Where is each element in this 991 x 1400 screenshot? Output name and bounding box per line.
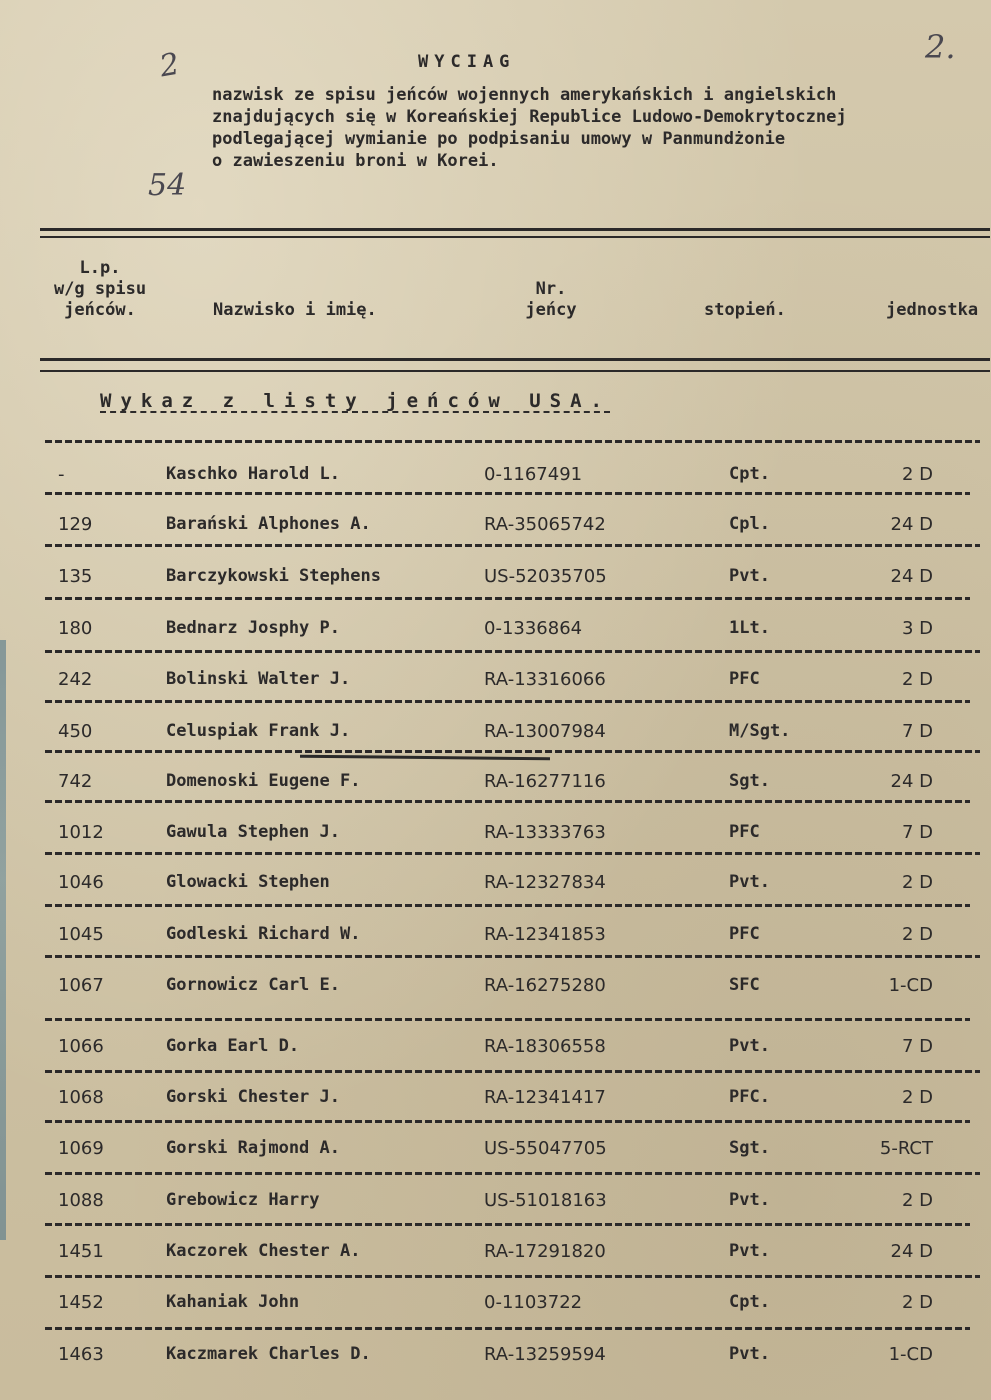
header-rule [40, 236, 990, 238]
cell-name: Gorka Earl D. [166, 1036, 300, 1056]
cell-lp: 1452 [58, 1292, 104, 1313]
cell-nr: RA-13259594 [484, 1344, 606, 1365]
cell-rank: Cpt. [729, 1292, 770, 1312]
column-header-lp [40, 258, 160, 321]
subtitle-line: nazwisk ze spisu jeńców wojennych amerykańskich i angielskich [212, 85, 837, 105]
row-divider [45, 1018, 970, 1021]
cell-rank: Pvt. [729, 1190, 770, 1210]
cell-rank: Pvt. [729, 566, 770, 586]
cell-lp: 1067 [58, 975, 104, 996]
row-divider [45, 1223, 970, 1226]
cell-lp: 1066 [58, 1036, 104, 1057]
cell-rank: Pvt. [729, 1241, 770, 1261]
cell-rank: PFC [729, 924, 760, 944]
header-rule [40, 228, 990, 231]
handwritten-mark-right: 2. [925, 28, 956, 66]
cell-lp: 450 [58, 721, 93, 742]
cell-rank: Cpl. [729, 514, 770, 534]
cell-rank: Pvt. [729, 1036, 770, 1056]
cell-unit: 2 D [901, 924, 933, 945]
row-divider [45, 1070, 980, 1073]
cell-rank: Pvt. [729, 872, 770, 892]
cell-name: Kahaniak John [166, 1292, 300, 1312]
cell-lp: - [58, 464, 65, 485]
cell-nr: RA-12341417 [484, 1087, 606, 1108]
row-divider [45, 955, 980, 958]
column-header-line: jeńcy [525, 300, 577, 320]
row-divider [45, 800, 970, 803]
paper-edge-shadow [0, 640, 6, 1240]
cell-rank: Sgt. [729, 771, 770, 791]
column-header-nr [516, 279, 586, 321]
handwritten-mark-left: 2 [157, 46, 182, 85]
cell-lp: 1451 [58, 1241, 104, 1262]
row-divider [45, 700, 970, 703]
cell-nr: RA-17291820 [484, 1241, 606, 1262]
cell-name: Gorski Rajmond A. [166, 1138, 340, 1158]
row-divider [45, 1275, 980, 1278]
cell-name: Barczykowski Stephens [166, 566, 381, 586]
cell-name: Grebowicz Harry [166, 1190, 320, 1210]
cell-lp: 1068 [58, 1087, 104, 1108]
column-header-name: Nazwisko i imię. [213, 300, 377, 320]
cell-unit: 3 D [901, 618, 933, 639]
cell-unit: 24 D [890, 1241, 933, 1262]
subtitle-line: podlegającej wymianie po podpisaniu umowy w Panmundżonie [212, 129, 786, 149]
cell-nr: RA-16275280 [484, 975, 606, 996]
subtitle-line: znajdujących się w Koreańskiej Republice Ludowo-Demokrytocznej [212, 107, 847, 127]
column-header-line: Nr. [535, 279, 567, 299]
cell-unit: 5-RCT [879, 1138, 933, 1159]
cell-unit: 2 D [901, 1190, 933, 1211]
column-header-line: L.p. [79, 258, 121, 278]
cell-lp: 1463 [58, 1344, 104, 1365]
cell-unit: 7 D [901, 1036, 933, 1057]
cell-name: Kaczmarek Charles D. [166, 1344, 371, 1364]
column-header-rank: stopień. [704, 300, 786, 320]
strike-mark [300, 755, 550, 761]
cell-nr: RA-13316066 [484, 669, 606, 690]
cell-nr: US-55047705 [484, 1138, 607, 1159]
document-title: WYCIAG [418, 52, 516, 72]
cell-rank: M/Sgt. [729, 721, 791, 741]
cell-unit: 2 D [901, 1087, 933, 1108]
row-divider [45, 750, 980, 753]
cell-unit: 24 D [890, 514, 933, 535]
row-divider [45, 440, 980, 443]
row-divider [45, 852, 980, 855]
subtitle-line: o zawieszeniu broni w Korei. [212, 151, 499, 171]
cell-nr: 0-1167491 [484, 464, 583, 485]
cell-nr: RA-13333763 [484, 822, 606, 843]
cell-lp: 1069 [58, 1138, 104, 1159]
cell-name: Gawula Stephen J. [166, 822, 340, 842]
cell-unit: 2 D [901, 872, 933, 893]
cell-name: Celuspiak Frank J. [166, 721, 351, 741]
cell-nr: US-51018163 [484, 1190, 607, 1211]
cell-name: Godleski Richard W. [166, 924, 361, 944]
row-divider [45, 904, 970, 907]
cell-unit: 7 D [901, 721, 933, 742]
row-divider [45, 492, 970, 495]
cell-unit: 2 D [901, 464, 933, 485]
cell-name: Kaczorek Chester A. [166, 1241, 361, 1261]
cell-name: Gorski Chester J. [166, 1087, 340, 1107]
cell-nr: RA-13007984 [484, 721, 606, 742]
column-header-line: jeńców. [64, 300, 136, 320]
cell-unit: 1-CD [888, 1344, 933, 1365]
cell-nr: 0-1336864 [484, 618, 583, 639]
cell-rank: Cpt. [729, 464, 770, 484]
cell-lp: 180 [58, 618, 93, 639]
column-header-line: w/g spisu [53, 279, 147, 299]
cell-unit: 1-CD [888, 975, 933, 996]
cell-name: Bednarz Josphy P. [166, 618, 340, 638]
cell-rank: PFC [729, 669, 760, 689]
header-rule [40, 358, 990, 361]
cell-name: Bolinski Walter J. [166, 669, 351, 689]
row-divider [45, 650, 980, 653]
section-title: Wykaz z listy jeńców USA. [100, 390, 611, 412]
document-subtitle [212, 84, 847, 172]
header-rule [40, 370, 990, 372]
cell-nr: RA-12327834 [484, 872, 606, 893]
cell-rank: PFC. [729, 1087, 770, 1107]
cell-lp: 135 [58, 566, 93, 587]
cell-unit: 24 D [890, 566, 933, 587]
cell-name: Gornowicz Carl E. [166, 975, 340, 995]
row-divider [45, 1120, 970, 1123]
cell-rank: 1Lt. [729, 618, 770, 638]
row-divider [45, 1172, 980, 1175]
cell-lp: 1046 [58, 872, 104, 893]
row-divider [45, 597, 970, 600]
cell-nr: RA-35065742 [484, 514, 606, 535]
cell-nr: US-52035705 [484, 566, 607, 587]
cell-unit: 7 D [901, 822, 933, 843]
row-divider [45, 1327, 970, 1330]
cell-nr: RA-16277116 [484, 771, 606, 792]
cell-lp: 1045 [58, 924, 104, 945]
cell-lp: 129 [58, 514, 93, 535]
cell-unit: 24 D [890, 771, 933, 792]
cell-unit: 2 D [901, 669, 933, 690]
cell-name: Domenoski Eugene F. [166, 771, 361, 791]
cell-rank: Sgt. [729, 1138, 770, 1158]
cell-lp: 1088 [58, 1190, 104, 1211]
cell-name: Kaschko Harold L. [166, 464, 340, 484]
handwritten-page-number: 54 [148, 168, 187, 203]
cell-rank: Pvt. [729, 1344, 770, 1364]
cell-name: Glowacki Stephen [166, 872, 330, 892]
cell-lp: 242 [58, 669, 93, 690]
column-header-unit: jednostka [886, 300, 979, 320]
cell-lp: 1012 [58, 822, 104, 843]
cell-lp: 742 [58, 771, 93, 792]
row-divider [45, 544, 980, 547]
cell-rank: PFC [729, 822, 760, 842]
cell-nr: RA-12341853 [484, 924, 606, 945]
cell-unit: 2 D [901, 1292, 933, 1313]
cell-rank: SFC [729, 975, 760, 995]
cell-name: Barański Alphones A. [166, 514, 371, 534]
cell-nr: 0-1103722 [484, 1292, 583, 1313]
cell-nr: RA-18306558 [484, 1036, 606, 1057]
